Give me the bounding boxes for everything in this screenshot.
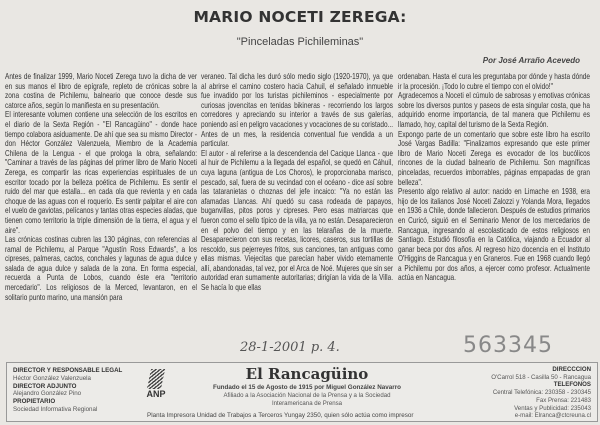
masthead [177, 365, 437, 407]
central-phone: Central Telefónica: 230358 - 230345 [492, 389, 591, 397]
column-1 [5, 72, 197, 302]
newspaper-footer [6, 362, 598, 422]
director-label: DIRECTOR Y RESPONSABLE LEGAL [13, 367, 123, 374]
paragraph: Expongo parte de un comentario que sobre este libro ha escrito José Vargas Badilla: "Finalizamos expresando que este primer libro de Mario Noceti Zerega es evocador de los bucólicos rincones de la ciudad balneario de Pichilemu. Son magníficas pinceladas, recuerdos imborrables, páginas empapadas de gran belleza". [398, 129, 590, 187]
anp-logo-text: ANP [146, 389, 166, 399]
paragraph: Presento algo relativo al autor: nacido en Limache en 1938, era hijo de los italianos José Noceti Zalozzi y Yolanda Mora, llegados en 1936 a Chile, donde fallecieron. Después de estudios primarios en Curicó, siguió en el Seminario Menor de los mercedarios de Rancagua, ingresando al escolasticado de estos religiosos en Santiago. Estudió filosofía en la Católica, viajando a Ecuador al ganar beca por dos años. Al regreso hizo docencia en el Instituto O'Higgins de Rancagua y en Graneros. Fue en 1968 cuando llegó a Pichilemu por dos años, a ejercer como profesor. Actualmente actúa en Nancagua. [398, 187, 590, 283]
newspaper-name: El Rancagüino [245, 365, 369, 383]
paragraph: El interesante volumen contiene una selección de los escritos en el diario de la Sexta Región - "El Rancagüino" - donde hace tiempo colabora asiduamente. De ahí que sea su mismo Director - don Héctor González Valenzuela, Miembro de la Academia Chilena de la Lengua - el que prologa la obra, señalando: "Caminar a través de las páginas del primer libro de Mario Noceti Zerega, es compartir las ricas experiencias espirituales de un escritor tocado por la belleza poética de Pichilemu. Es sentir el ruido del mar que estalla... en cada ola que revienta y en cada choque de las aguas con el roquerío. Es sentir palpitar el aire con el vuelo de gaviotas, pelícanos y tantas otras especies aladas, que tienen como territorio la triple dimensión de la tierra, el agua y el aire". [5, 110, 197, 235]
byline: Por José Arraño Acevedo [482, 56, 580, 65]
paragraph: El autor - al referirse a la descendencia del Cacique Llanca - que al huir de Pichilemu a la llegada del español, se quedó en Cáhuil, cuya laguna (antigua de Los Choros), le proporcionaba marisco, pescado, sal, fuera de su vecindad con el océano - dice así sobre las tataranietas o choznas del jefe incaico: "Ya no están las afamadas Llancas. Ahí quedó su casa rodeada de papayos, buganvillas, pitos poros y cipreses. Pero esas matriarcas que fueron como el sello típico de la villa, ya no están. Desaparecieron en el polvo del tiempo y en las telarañas de la muerte. Desaparecieron con sus recetas, licores, caseros, sus tortillas de rescoldo, sus pejerreyes fritos, sus canciones, tan antiguas como ellas mismas. Viejecitas que parecían haber vivido eternamente allí, abandonadas, tal vez, por el Arca de Noé. Mujeres que sin ser autoridad eran sumamente autoritarias; dirigían la vida de la Villa. Se hacía lo que ellas [201, 148, 393, 293]
staff-credits [13, 367, 122, 414]
affiliation-1: Afiliado a la Asociación Nacional de la Prensa y a la Sociedad [223, 392, 391, 399]
paragraph: ordenaban. Hasta el cura les preguntaba por dónde y hasta dónde ir la procesión. ¡Todo lo cubre el tiempo con el olvido!" [398, 72, 590, 91]
paragraph: Agradecemos a Noceti el cúmulo de sabrosas y emotivas crónicas sobre los diversos puntos y paseos de esta singular costa, que ha adquirido enorme importancia, de tal manera que Pichilemu es llamado, hoy, capital del turismo de la Sexta Región. [398, 91, 590, 129]
printer-note: Planta Impresora Unidad de Trabajos a Terceros Yungay 2350, quien sólo actúa como impresor [147, 412, 414, 419]
telefonos-label: TELEFONOS [553, 381, 591, 389]
founded-text: Fundado el 15 de Agosto de 1915 por Miguel González Navarro [212, 384, 401, 391]
handwritten-date: 28-1-2001 p. 4. [240, 340, 340, 355]
ventas-phone: Ventas y Publicidad: 235043 [514, 404, 591, 412]
adjunto-name: Alejandro González Pino [13, 390, 82, 398]
propietario-label: PROPIETARIO [13, 398, 56, 406]
article-subtitle: "Pinceladas Pichileminas" [236, 36, 364, 48]
column-2 [201, 72, 393, 293]
email: e-mail: Elranca@ctcreuna.cl [514, 412, 591, 420]
paragraph: Las crónicas costinas cubren las 130 páginas, con referencias al ramal de Pichilemu, al Parque "Agustín Ross Edwards", a los cipreses, palmeras, cactos, conchales y lagunas de agua dulce y salada de agua dulce y salada de la zona. En forma especial, recuerda a Punta de Lobos, cuando éste era "territorio mercedario". Los religiosos de la Merced, levantaron, en el solitario punto marino, una mansión para [5, 235, 197, 302]
handwritten-number: 563345 [463, 333, 553, 358]
paragraph: veraneo. Tal dicha les duró sólo medio siglo (1920-1970), ya que al abrirse el camino costero hacia Cahuil, el señalado inmueble fue invadido por los turistas pichileminos - especialmente por curiosas jovencitas en tenidas bikineras - recorriendo los largos corredores y apreciando su interior a través de sus galerías, poniendo así en peligro vacaciones y vocaciones de su coristado... Antes de un mes, la residencia conventual fue vendida a un particular. [201, 72, 393, 149]
article-title: MARIO NOCETI ZEREGA: [193, 8, 407, 26]
contact-info [491, 366, 591, 420]
direccion: O'Carrol 518 - Casilla 50 - Rancagua [491, 373, 591, 381]
paragraph: Antes de finalizar 1999, Mario Noceti Zerega tuvo la dicha de ver en sus manos el libro de epígrafe, repleto de crónicas sobre la zona costina de Pichilemu, balneario que conoce desde sus catorce años, según lo manifiesta en su presentación. [5, 72, 197, 110]
column-3 [398, 72, 590, 283]
fax: Fax Prensa: 221483 [536, 396, 591, 404]
director-name: Héctor González Valenzuela [13, 374, 91, 382]
affiliation-2: Interamericana de Prensa [271, 399, 343, 407]
direccion-label: DIRECCCION [552, 366, 591, 373]
adjunto-label: DIRECTOR ADJUNTO [13, 382, 77, 390]
propietario-name: Sociedad Informativa Regional [13, 405, 98, 413]
anp-logo-icon [147, 369, 165, 389]
anp-logo [141, 369, 171, 399]
